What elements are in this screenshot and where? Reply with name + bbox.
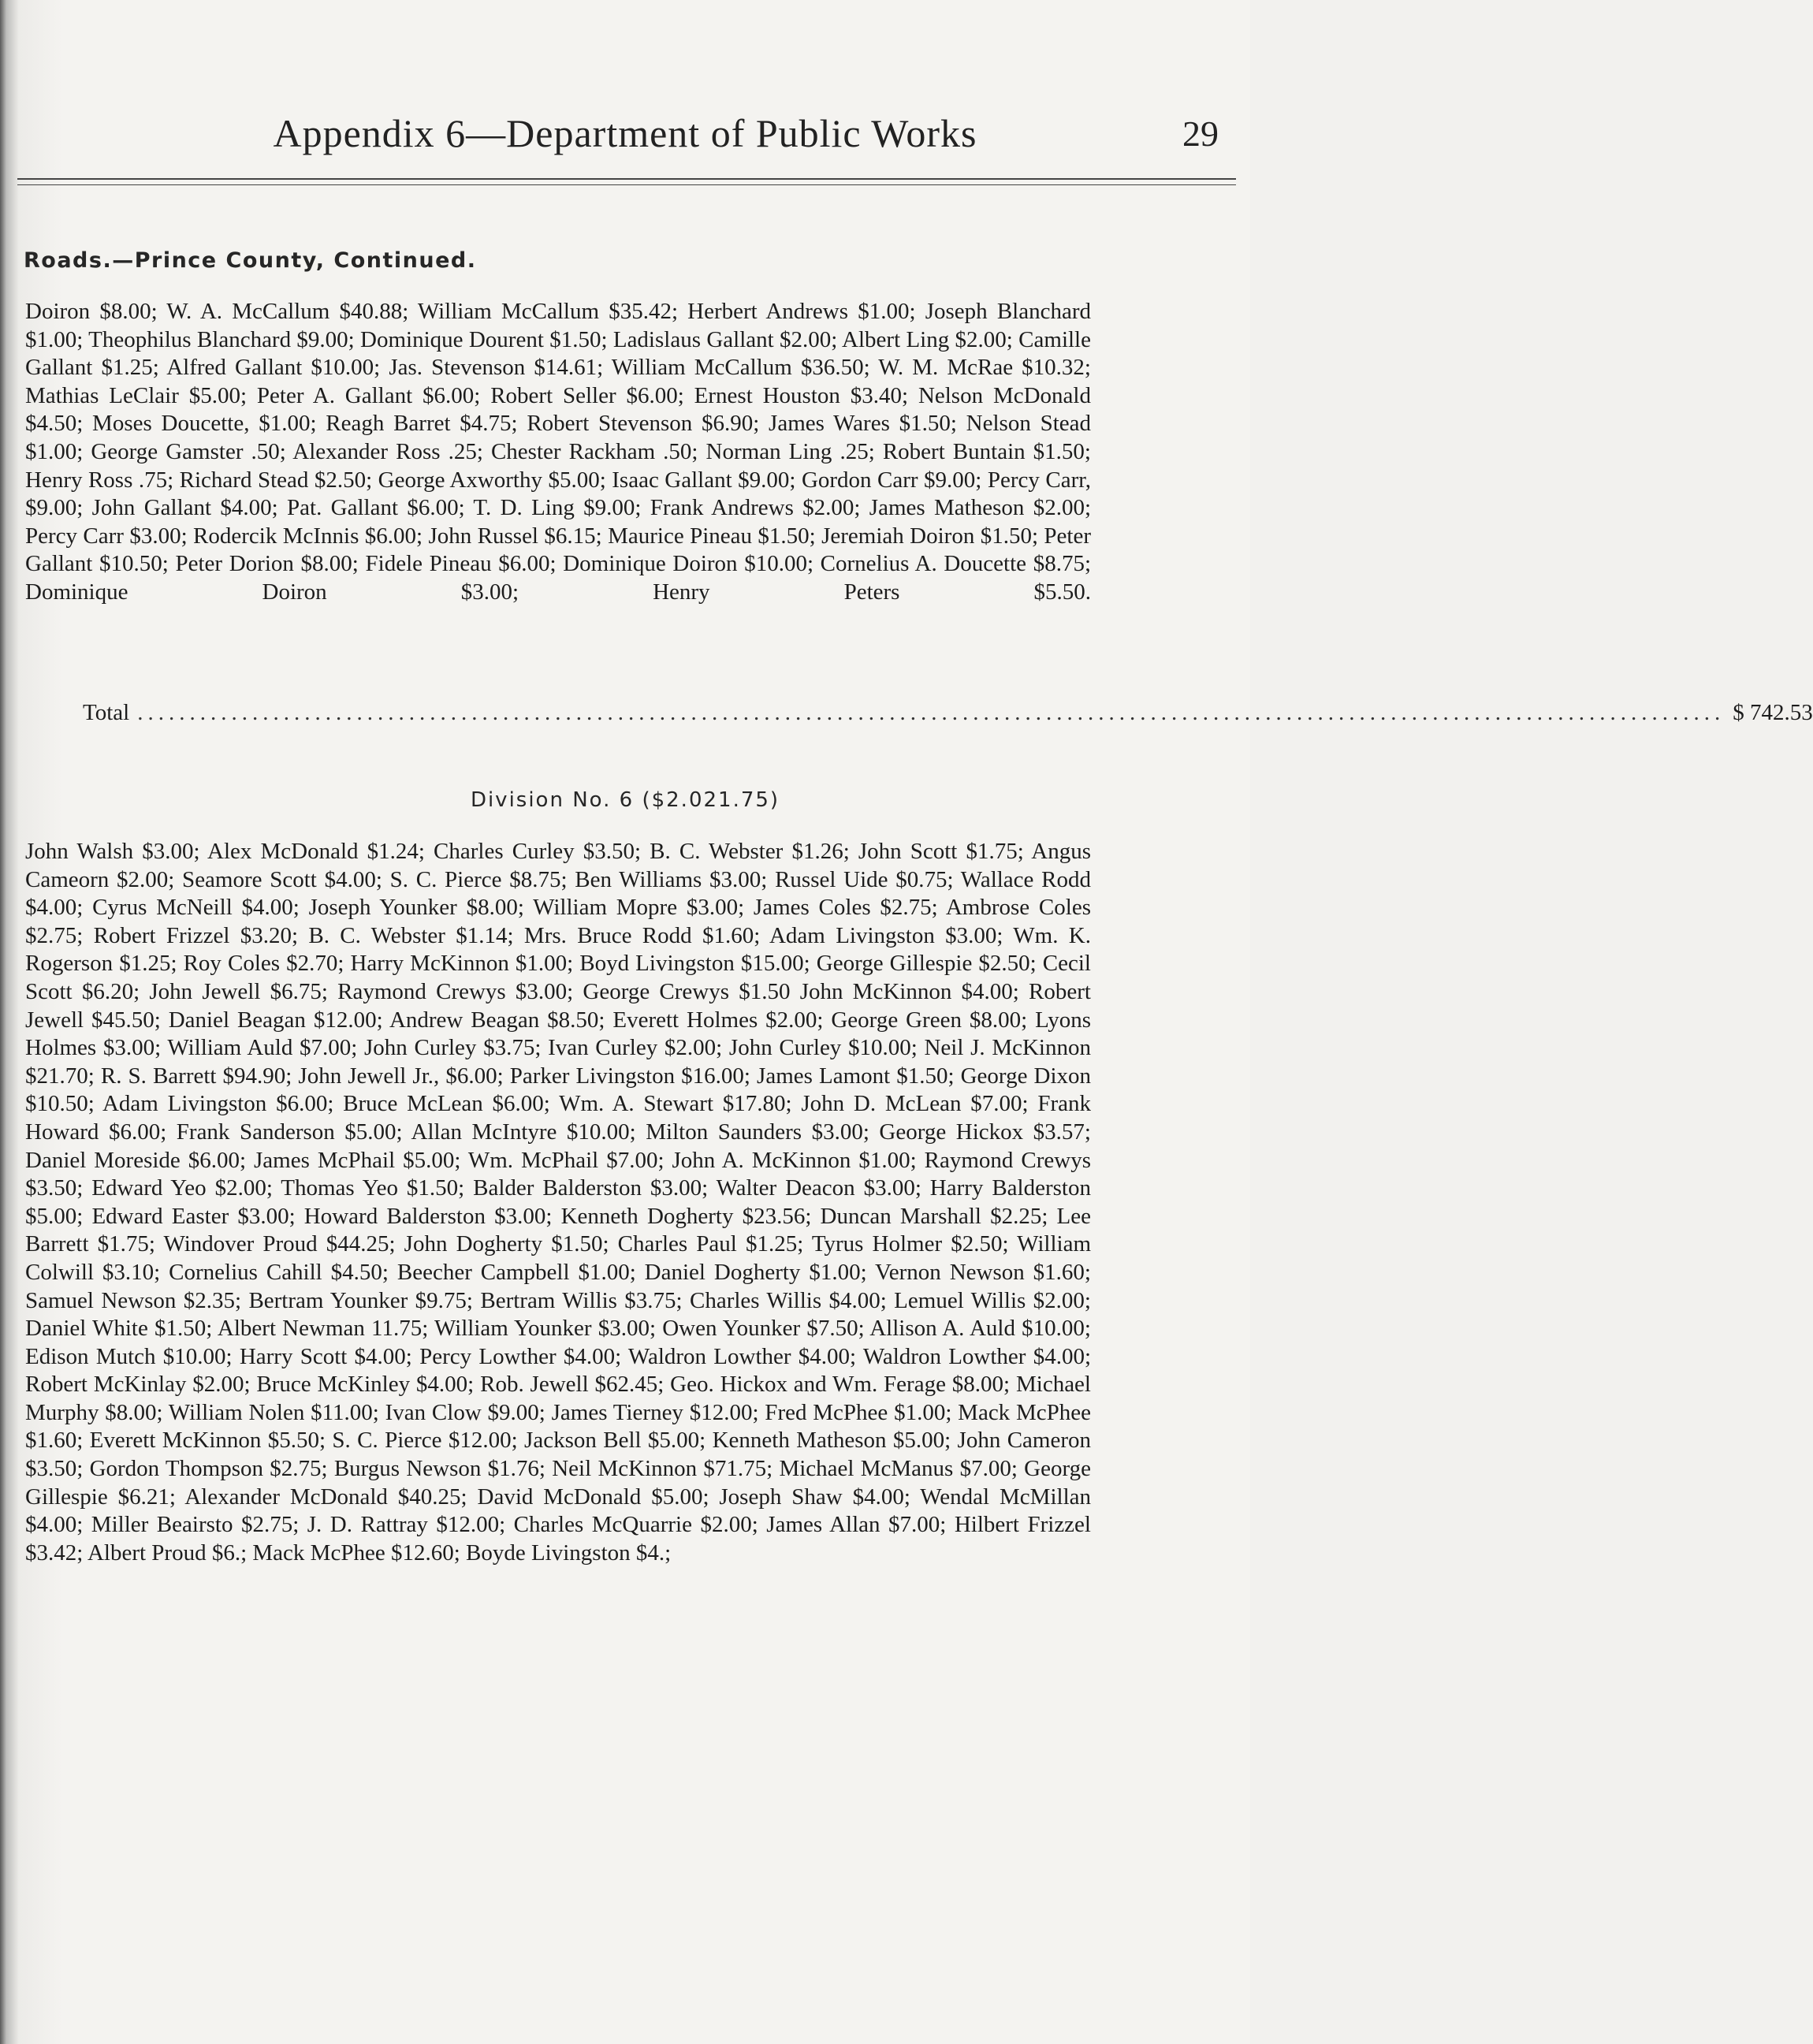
division-heading: Division No. 6 ($2.021.75) bbox=[470, 788, 780, 812]
section-heading: Roads.—Prince County, Continued. bbox=[24, 248, 477, 273]
division-payment-list-paragraph: John Walsh $3.00; Alex McDonald $1.24; Charles Curley $3.50; B. C. Webster $1.26; John Scott $1.75; Angus Cameorn $2.00; Seamore Scott $4.00; S. C. Pierce $8.75; Ben Williams $3.00; Russel Uide $0.75; Wallace Rodd $4.00; Cyrus McNeill $4.00; Joseph Younker $8.00; William Mopre $3.00; James Coles $2.75; Ambrose Coles $2.75; Robert Frizzel $3.20; B. C. Webster $1.14; Mrs. Bruce Rodd $1.60; Adam Livingston $3.00; Wm. K. Rogerson $1.25; Roy Coles $2.70; Harry McKinnon $1.00; Boyd Livingston $15.00; George Gillespie $2.50; Cecil Scott $6.20; John Jewell $6.75; Raymond Crewys $3.00; George Crewys $1.50 John McKinnon $4.00; Robert Jewell $45.50; Daniel Beagan $12.00; Andrew Beagan $8.50; Everett Holmes $2.00; George Green $8.00; Lyons Holmes $3.00; William Auld $7.00; John Curley $3.75; Ivan Curley $2.00; John Curley $10.00; Neil J. McKinnon $21.70; R. S. Barrett $94.90; John Jewell Jr., $6.00; Parker Livingston $16.00; James Lamont $1.50; George Dixon $10.50; Adam Livingston $6.00; Bruce McLean $6.00; Wm. A. Stewart $17.80; John D. McLean $7.00; Frank Howard $6.00; Frank Sanderson $5.00; Allan McIntyre $10.00; Milton Saunders $3.00; George Hickox $3.57; Daniel Moreside $6.00; James McPhail $5.00; Wm. McPhail $7.00; John A. McKinnon $1.00; Raymond Crewys $3.50; Edward Yeo $2.00; Thomas Yeo $1.50; Balder Balderston $3.00; Walter Deacon $3.00; Harry Balderston $5.00; Edward Easter $3.00; Howard Balderston $3.00; Kenneth Dogherty $23.56; Duncan Marshall $2.25; Lee Barrett $1.75; Windover Proud $44.25; John Dogherty $1.50; Charles Paul $1.25; Tyrus Holmer $2.50; William Colwill $3.10; Cornelius Cahill $4.50; Beecher Campbell $1.00; Daniel Dogherty $1.00; Vernon Newson $1.60; Samuel Newson $2.35; Bertram Younker $9.75; Bertram Willis $3.75; Charles Willis $4.00; Lemuel Willis $2.00; Daniel White $1.50; Albert Newman 11.75; William Younker $3.00; Owen Younker $7.50; Allison A. Auld $10.00; Edison Mutch $10.00; Harry Scott $4.00; Percy Lowther $4.00; Waldron Lowther $4.00; Waldron Lowther $4.00; Robert McKinlay $2.00; Bruce McKinley $4.00; Rob. Jewell $62.45; Geo. Hickox and Wm. Ferage $8.00; Michael Murphy $8.00; William Nolen $11.00; Ivan Clow $9.00; James Tierney $12.00; Fred McPhee $1.00; Mack McPhee $1.60; Everett McKinnon $5.50; S. C. Pierce $12.00; Jackson Bell $5.00; Kenneth Matheson $5.00; John Cameron $3.50; Gordon Thompson $2.75; Burgus Newson $1.76; Neil McKinnon $71.75; Michael McManus $7.00; George Gillespie $6.21; Alexander McDonald $40.25; David McDonald $5.00; Joseph Shaw $4.00; Wendal McMillan $4.00; Miller Beairsto $2.75; J. D. Rattray $12.00; Charles McQuarrie $2.00; James Allan $7.00; Hilbert Frizzel $3.42; Albert Proud $6.; Mack McPhee $12.60; Boyde Livingston $4.; bbox=[25, 839, 1091, 1566]
page-header-title: Appendix 6—Department of Public Works bbox=[273, 111, 977, 155]
payment-list-paragraph: Doiron $8.00; W. A. McCallum $40.88; William McCallum $35.42; Herbert Andrews $1.00; Joseph Blanchard $1.00; Theophilus Blanchard $9.00; Dominique Dourent $1.50; Ladislaus Gallant $2.00; Albert Ling $2.00; Camille Gallant $1.25; Alfred Gallant $10.00; Jas. Stevenson $14.61; William McCallum $36.50; W. M. McRae $10.32; Mathias LeClair $5.00; Peter A. Gallant $6.00; Robert Seller $6.00; Ernest Houston $3.40; Nelson McDonald $4.50; Moses Doucette, $1.00; Reagh Barret $4.75; Robert Stevenson $6.90; James Wares $1.50; Nelson Stead $1.00; George Gamster .50; Alexander Ross .25; Chester Rackham .50; Norman Ling .25; Robert Buntain $1.50; Henry Ross .75; Richard Stead $2.50; George Axworthy $5.00; Isaac Gallant $9.00; Gordon Carr $9.00; Percy Carr, $9.00; John Gallant $4.00; Pat. Gallant $6.00; T. D. Ling $9.00; Frank Andrews $2.00; James Matheson $2.00; Percy Carr $3.00; Rodercik McInnis $6.00; John Russel $6.15; Maurice Pineau $1.50; Jeremiah Doiron $1.50; Peter Gallant $10.50; Peter Dorion $8.00; Fidele Pineau $6.00; Dominique Doiron $10.00; Cornelius A. Doucette $8.75; Dominique Doiron $3.00; Henry Peters $5.50. bbox=[25, 299, 1091, 605]
header-rule bbox=[17, 178, 1236, 180]
page-number: 29 bbox=[1182, 114, 1219, 154]
total-label: Total bbox=[83, 700, 130, 725]
total-amount: $ 742.53 bbox=[1733, 700, 1813, 725]
header-rule-thin bbox=[17, 184, 1236, 185]
total-row bbox=[83, 700, 1813, 726]
total-leader: ........................................................................................................................................................ bbox=[137, 700, 1726, 725]
